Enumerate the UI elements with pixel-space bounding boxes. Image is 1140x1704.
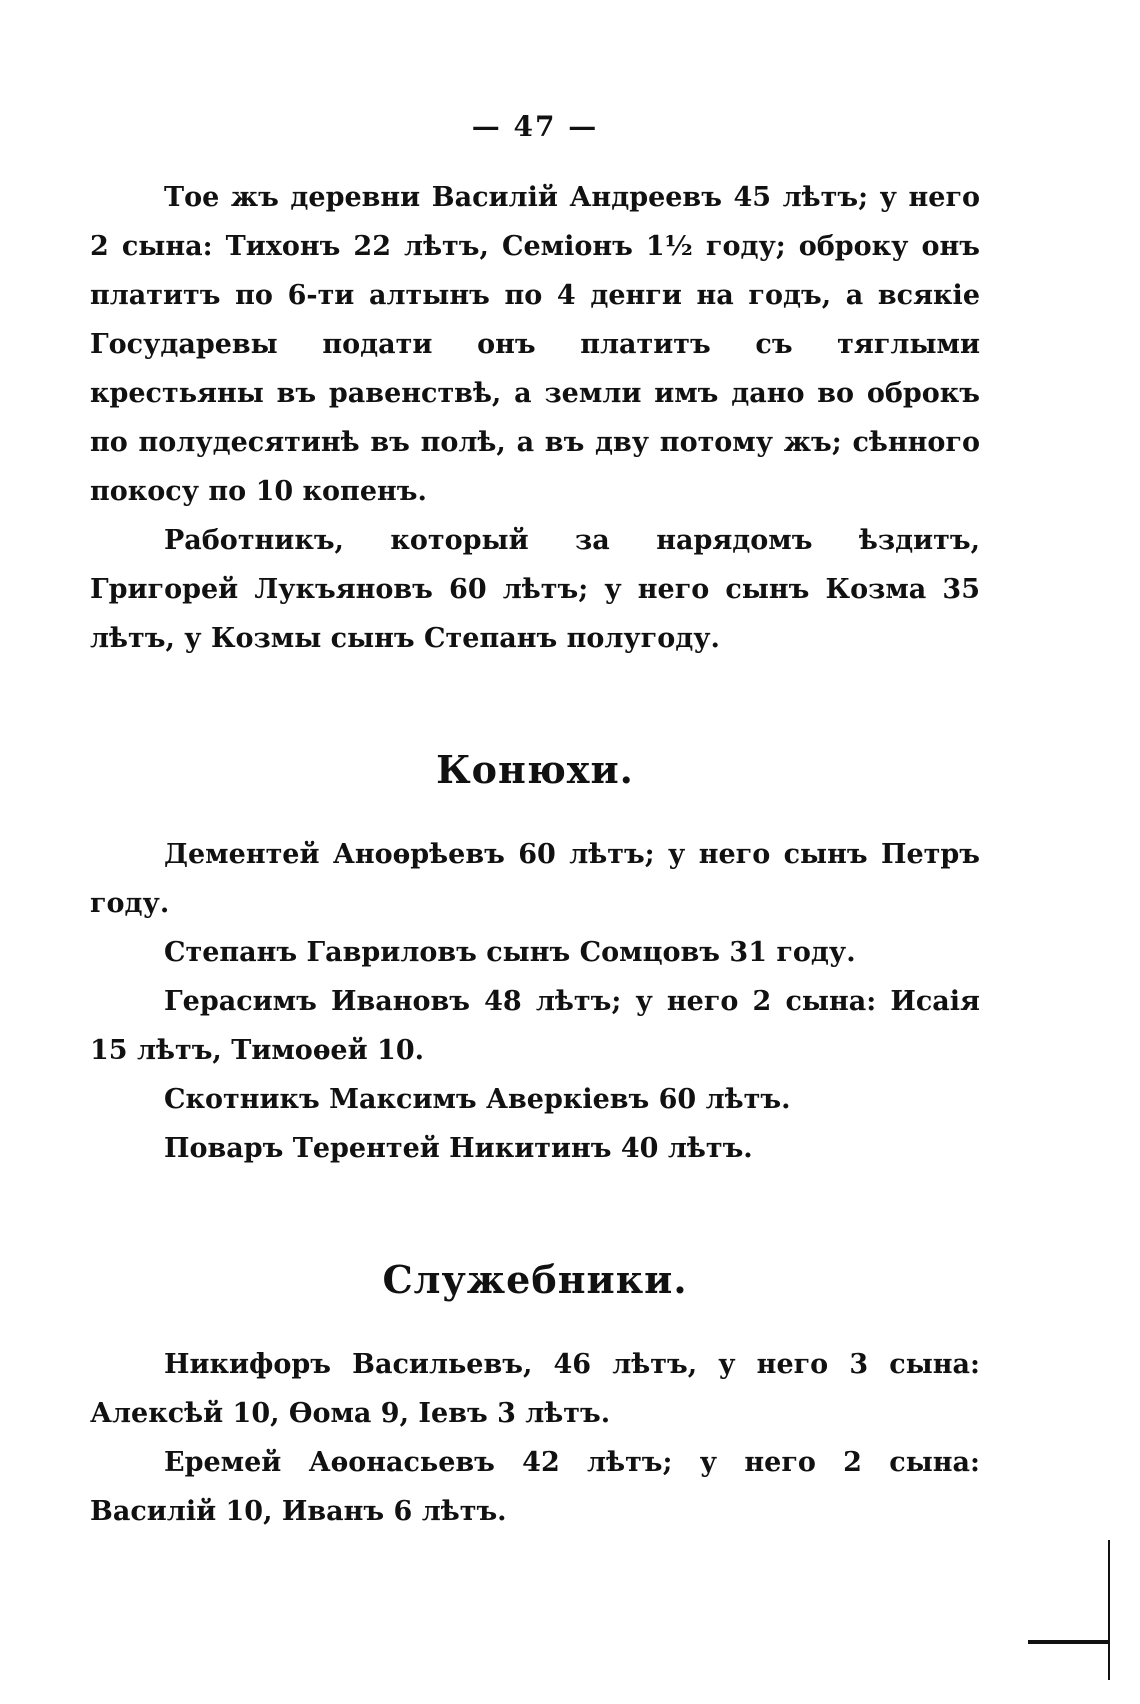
page-edge-line bbox=[1108, 1540, 1110, 1680]
page-number: — 47 — bbox=[471, 110, 599, 143]
paragraph: Скотникъ Максимъ Аверкіевъ 60 лѣтъ. bbox=[164, 1084, 791, 1115]
paragraph: Поваръ Терентей Никитинъ 40 лѣтъ. bbox=[164, 1133, 753, 1164]
paragraph: Тое жъ деревни Василій Андреевъ 45 лѣтъ; у него 2 сына: Тихонъ 22 лѣтъ, Семіонъ 1½ году; оброку онъ платитъ по 6-ти алтынъ по 4 денги на годъ, а всякіе Государевы подати онъ платитъ съ тяглыми крестьяны въ равенствѣ, а земли имъ дано во оброкъ по полудесятинѣ въ полѣ, а въ дву потому жъ; сѣнного покосу по 10 копенъ. bbox=[90, 182, 980, 507]
paragraph: Еремей Аѳонасьевъ 42 лѣтъ; у него 2 сына: Василій 10, Иванъ 6 лѣтъ. bbox=[90, 1447, 980, 1527]
paragraph: Работникъ, который за нарядомъ ѣздитъ, Григорей Лукъяновъ 60 лѣтъ; у него сынъ Козма 35 лѣтъ, у Козмы сынъ Степанъ полугоду. bbox=[90, 525, 980, 654]
section-heading-konyukhi: Конюхи. bbox=[436, 747, 634, 792]
page-edge-mark bbox=[1028, 1640, 1108, 1644]
paragraph: Никифоръ Васильевъ, 46 лѣтъ, у него 3 сына: Алексѣй 10, Ѳома 9, Іевъ 3 лѣтъ. bbox=[90, 1349, 980, 1429]
page-content bbox=[90, 110, 980, 1536]
paragraph: Герасимъ Ивановъ 48 лѣтъ; у него 2 сына: Исаія 15 лѣтъ, Тимоѳей 10. bbox=[90, 986, 980, 1066]
paragraph: Дементей Аноѳрѣевъ 60 лѣтъ; у него сынъ Петръ году. bbox=[90, 839, 980, 919]
section-heading-sluzhebniki: Служебники. bbox=[382, 1257, 688, 1302]
paragraph: Степанъ Гавриловъ сынъ Сомцовъ 31 году. bbox=[164, 937, 856, 968]
